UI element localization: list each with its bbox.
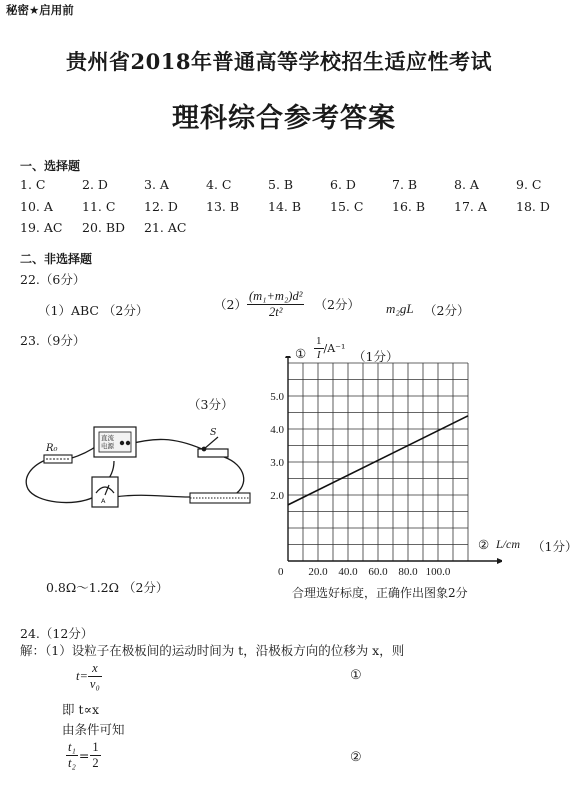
resistor-r0 xyxy=(44,455,72,463)
q24-eq2-equals: = xyxy=(78,747,90,763)
confidential-mark: 秘密★启用前 xyxy=(6,3,74,17)
x-axis-arrow xyxy=(497,558,502,564)
circuit-score: （3分） xyxy=(188,397,234,412)
r0-label: R₀ xyxy=(46,443,58,454)
q22-label: 22.（6分） xyxy=(20,272,86,287)
y-axis-score: （1分） xyxy=(353,349,399,364)
q22-part2-prefix: （2） xyxy=(214,297,247,312)
answer-item: 10. A xyxy=(20,199,53,214)
q22-part2-score: （2分） xyxy=(314,297,360,312)
document-title: 理科综合参考答案 xyxy=(172,103,396,134)
circuit-wire xyxy=(26,459,94,503)
answer-item: 15. C xyxy=(330,199,364,214)
circuit-wire xyxy=(224,457,244,495)
answer-item: 13. B xyxy=(206,199,240,214)
circuit-wire xyxy=(126,439,202,449)
q24-eq1-fraction xyxy=(88,662,102,690)
q22-part3-score: （2分） xyxy=(424,303,470,318)
answer-item: 19. AC xyxy=(20,220,63,235)
answer-item: 11. C xyxy=(82,199,116,214)
x-axis-score: （1分） xyxy=(532,539,578,554)
answer-item: 20. BD xyxy=(82,220,126,235)
section-heading-choice: 一、选择题 xyxy=(20,159,81,173)
answer-item: 14. B xyxy=(268,199,302,214)
y-tick-label: 5.0 xyxy=(270,391,284,403)
answer-item: 5. B xyxy=(268,177,294,192)
switch-label: S xyxy=(210,427,217,438)
q24-eq2-fraction-right xyxy=(90,741,100,769)
x-axis-label: L/cm xyxy=(496,537,520,551)
origin-label: 0 xyxy=(278,566,284,578)
q22-part1: （1）ABC （2分） xyxy=(38,303,149,318)
answer-item: 8. A xyxy=(454,177,479,192)
answer-item: 3. A xyxy=(144,177,169,192)
resistance-wire-ruler xyxy=(190,493,250,503)
graph-mark-2: ② xyxy=(478,537,490,552)
q24-eq2-fraction-left xyxy=(66,741,78,769)
q24-eq2-rnum: 1 xyxy=(92,740,99,754)
x-tick-label: 60.0 xyxy=(368,566,388,578)
answer-item: 12. D xyxy=(144,199,178,214)
y-axis-fraction-num: 1 xyxy=(316,335,322,347)
y-axis-fraction-den: I xyxy=(316,349,321,361)
q24-eq2-mark: ② xyxy=(350,750,362,765)
answer-item: 4. C xyxy=(206,177,232,192)
q24-eq2 xyxy=(66,741,101,769)
q24-line2: 即 t∝x xyxy=(62,702,100,717)
answer-item: 21. AC xyxy=(144,220,187,235)
q24-label: 24.（12分） xyxy=(20,626,94,641)
answer-row-3 xyxy=(20,220,206,235)
q24-eq2-num: t₁ xyxy=(68,740,76,754)
y-tick-label: 4.0 xyxy=(270,424,284,436)
q24-line3: 由条件可知 xyxy=(62,722,125,737)
q23-label: 23.（9分） xyxy=(20,333,86,348)
q22-part3-expr: m₂gL xyxy=(386,301,414,316)
graph-note: 合理选好标度，正确作出图象2分 xyxy=(292,586,468,600)
answer-item: 6. D xyxy=(330,177,356,192)
q24-line1: 解：（1）设粒子在极板间的运动时间为 t，沿极板方向的位移为 x，则 xyxy=(20,643,405,658)
switch xyxy=(198,437,228,457)
q22-fraction-numerator: (m₁+m₂)d² xyxy=(248,289,303,303)
x-tick-label: 40.0 xyxy=(338,566,358,578)
q24-eq2-den: t₂ xyxy=(68,755,76,770)
q24-eq2-rden: 2 xyxy=(92,755,99,770)
y-tick-label: 2.0 xyxy=(270,490,284,502)
resistance-range: 0.8Ω～1.2Ω （2分） xyxy=(46,580,169,595)
answer-item: 17. A xyxy=(454,199,487,214)
y-axis-unit: /A⁻¹ xyxy=(323,342,346,355)
q24-eq1-mark: ① xyxy=(350,668,362,683)
answer-row-2 xyxy=(20,199,578,214)
answer-row-1 xyxy=(20,177,578,192)
q22-fraction xyxy=(247,290,305,318)
answer-item: 16. B xyxy=(392,199,426,214)
x-tick-label: 80.0 xyxy=(398,566,418,578)
answer-item: 18. D xyxy=(516,199,550,214)
q24-eq1 xyxy=(76,662,102,690)
exam-title: 贵州省2018年普通高等学校招生适应性考试 xyxy=(66,49,492,74)
circuit-wire xyxy=(114,495,190,497)
answer-item: 7. B xyxy=(392,177,418,192)
y-tick-label: 3.0 xyxy=(270,457,284,469)
answer-item: 1. C xyxy=(20,177,46,192)
supply-label-2: 电源 xyxy=(101,442,114,450)
answer-item: 2. D xyxy=(82,177,108,192)
q22-part2 xyxy=(214,290,360,318)
circuit-diagram xyxy=(14,415,254,525)
ammeter-label: A xyxy=(101,497,106,505)
answer-item: 9. C xyxy=(516,177,542,192)
q24-eq1-num: x xyxy=(88,662,102,677)
section-heading-nonchoice: 二、非选择题 xyxy=(20,252,93,266)
y-axis-arrow xyxy=(285,356,291,358)
q22-fraction-denominator: 2t² xyxy=(268,304,283,319)
x-tick-label: 100.0 xyxy=(425,566,451,578)
x-tick-label: 20.0 xyxy=(308,566,328,578)
graph-mark-1: ① xyxy=(295,346,307,361)
q24-eq1-den: v₀ xyxy=(89,676,100,691)
q24-eq1-lhs: t= xyxy=(76,668,88,683)
supply-label-1: 直流 xyxy=(101,434,114,442)
q23-graph xyxy=(262,356,502,584)
